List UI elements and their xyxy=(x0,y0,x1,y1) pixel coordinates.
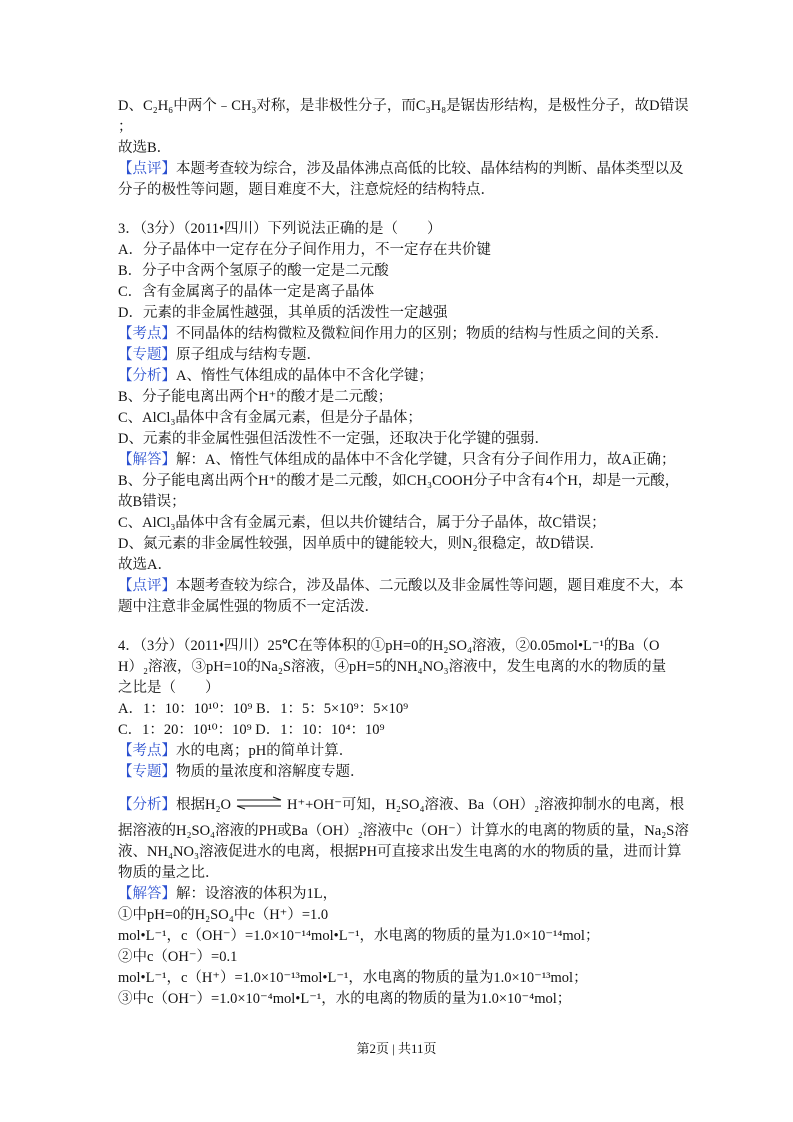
text-line: 分子的极性等问题，题目难度不大，注意烷烃的结构特点． xyxy=(118,182,495,198)
fenxi-tag: 【分析】 xyxy=(118,368,176,384)
dianping-text: 本题考查较为综合，涉及晶体、二元酸以及非金属性等问题，题目难度不大，本 xyxy=(176,578,684,594)
zhuanti-line xyxy=(118,345,688,366)
question-4-stem: 4．（3分）（2011•四川）25℃在等体积的①pH=0的H₂SO₄溶液，②0.05mol•L⁻¹的Ba（O xyxy=(118,638,660,654)
text-line: ； xyxy=(118,119,133,135)
option-d: D．元素的非金属性越强，其单质的活泼性一定越强 xyxy=(118,305,448,321)
text-line: D、元素的非金属性强但活泼性不一定强，还取决于化学键的强弱． xyxy=(118,431,549,447)
document-page xyxy=(118,96,688,1010)
jieda-line xyxy=(118,884,688,905)
comment-tag: 【点评】 xyxy=(118,161,176,177)
dianping-line xyxy=(118,576,688,597)
zhuanti-text: 物质的量浓度和溶解度专题． xyxy=(176,764,365,780)
kaodian-line xyxy=(118,741,688,762)
kaodian-tag: 【考点】 xyxy=(118,743,176,759)
kaodian-line xyxy=(118,324,688,345)
fenxi-line xyxy=(118,789,688,821)
zhuanti-tag: 【专题】 xyxy=(118,764,176,780)
fenxi-tag: 【分析】 xyxy=(118,797,176,813)
fenxi-line xyxy=(118,366,688,387)
text-line: 故选A． xyxy=(118,557,172,573)
jieda-line xyxy=(118,450,688,471)
text-line: 之比是（ ） xyxy=(118,680,220,696)
text-line: 液、NH₄NO₃溶液促进水的电离，根据PH可直接求出发生电离的水的物质的量，进而计算 xyxy=(118,844,682,860)
jieda-text: 解：设溶液的体积为1L， xyxy=(176,886,338,902)
option-b: B．分子中含两个氢原子的酸一定是二元酸 xyxy=(118,263,389,279)
kaodian-text: 不同晶体的结构微粒及微粒间作用力的区别；物质的结构与性质之间的关系． xyxy=(176,326,669,342)
options-ab: A．1：10：10¹⁰：10⁹ B．1：5：5×10⁹：5×10⁹ xyxy=(118,701,409,717)
jieda-tag: 【解答】 xyxy=(118,452,176,468)
zhuanti-line xyxy=(118,762,688,783)
text-line: 物质的量之比． xyxy=(118,865,220,881)
option-c: C．含有金属离子的晶体一定是离子晶体 xyxy=(118,284,375,300)
text-line: D、C₂H₆中两个﹣CH₃对称，是非极性分子，而C₃H₈是锯齿形结构，是极性分子，故D错误 xyxy=(118,98,689,114)
fenxi-text: A、惰性气体组成的晶体中不含化学键； xyxy=(176,368,433,384)
kaodian-text: 水的电离；pH的简单计算． xyxy=(176,743,354,759)
text-line: mol•L⁻¹，c（OH⁻）=1.0×10⁻¹⁴mol•L⁻¹，水电离的物质的量为1.0×10⁻¹⁴mol； xyxy=(118,928,600,944)
jieda-text: 解：A、惰性气体组成的晶体中不含化学键，只含有分子间作用力，故A正确； xyxy=(176,452,676,468)
text-line: B、分子能电离出两个H⁺的酸才是二元酸； xyxy=(118,389,393,405)
zhuanti-text: 原子组成与结构专题． xyxy=(176,347,321,363)
text-line: 故选B． xyxy=(118,140,172,156)
equilibrium-arrow-icon xyxy=(235,790,283,822)
dianping-tag: 【点评】 xyxy=(118,578,176,594)
comment-line xyxy=(118,159,688,180)
text-line: C、AlCl₃晶体中含有金属元素，但是分子晶体； xyxy=(118,410,422,426)
text-line: H）₂溶液，③pH=10的Na₂S溶液，④pH=5的NH₄NO₃溶液中，发生电离的水的物质的量 xyxy=(118,659,667,675)
option-a: A．分子晶体中一定存在分子间作用力，不一定存在共价键 xyxy=(118,242,491,258)
text-line: ①中pH=0的H₂SO₄中c（H⁺）=1.0 xyxy=(118,907,329,923)
fenxi-text-post: H⁺+OH⁻可知，H₂SO₄溶液、Ba（OH）₂溶液抑制水的电离，根 xyxy=(287,797,685,813)
text-line: ②中c（OH⁻）=0.1 xyxy=(118,949,238,965)
text-line: 据溶液的H₂SO₄溶液的PH或Ba（OH）₂溶液中c（OH⁻）计算水的电离的物质的量，Na₂S溶 xyxy=(118,823,689,839)
text-line: B、分子能电离出两个H⁺的酸才是二元酸，如CH₃COOH分子中含有4个H，却是一元酸， xyxy=(118,473,680,489)
text-line: D、氮元素的非金属性较强，因单质中的键能较大，则N₂很稳定，故D错误． xyxy=(118,536,604,552)
comment-text: 本题考查较为综合，涉及晶体沸点高低的比较、晶体结构的判断、晶体类型以及 xyxy=(176,161,684,177)
question-3-stem: 3．（3分）（2011•四川）下列说法正确的是（ ） xyxy=(118,221,442,237)
jieda-tag: 【解答】 xyxy=(118,886,176,902)
text-line: 题中注意非金属性强的物质不一定活泼． xyxy=(118,599,379,615)
kaodian-tag: 【考点】 xyxy=(118,326,176,342)
text-line: ③中c（OH⁻）=1.0×10⁻⁴mol•L⁻¹，水的电离的物质的量为1.0×10⁻⁴mol； xyxy=(118,991,572,1007)
fenxi-text-pre: 根据H₂O xyxy=(176,797,231,813)
text-line: C、AlCl₃晶体中含有金属元素，但以共价键结合，属于分子晶体，故C错误； xyxy=(118,515,606,531)
page-footer: 第2页 | 共11页 xyxy=(356,1041,437,1056)
zhuanti-tag: 【专题】 xyxy=(118,347,176,363)
text-line: mol•L⁻¹，c（H⁺）=1.0×10⁻¹³mol•L⁻¹，水电离的物质的量为1.0×10⁻¹³mol； xyxy=(118,970,588,986)
options-cd: C．1：20：10¹⁰：10⁹ D．1：10：10⁴：10⁹ xyxy=(118,722,385,738)
text-line: 故B错误； xyxy=(118,494,186,510)
